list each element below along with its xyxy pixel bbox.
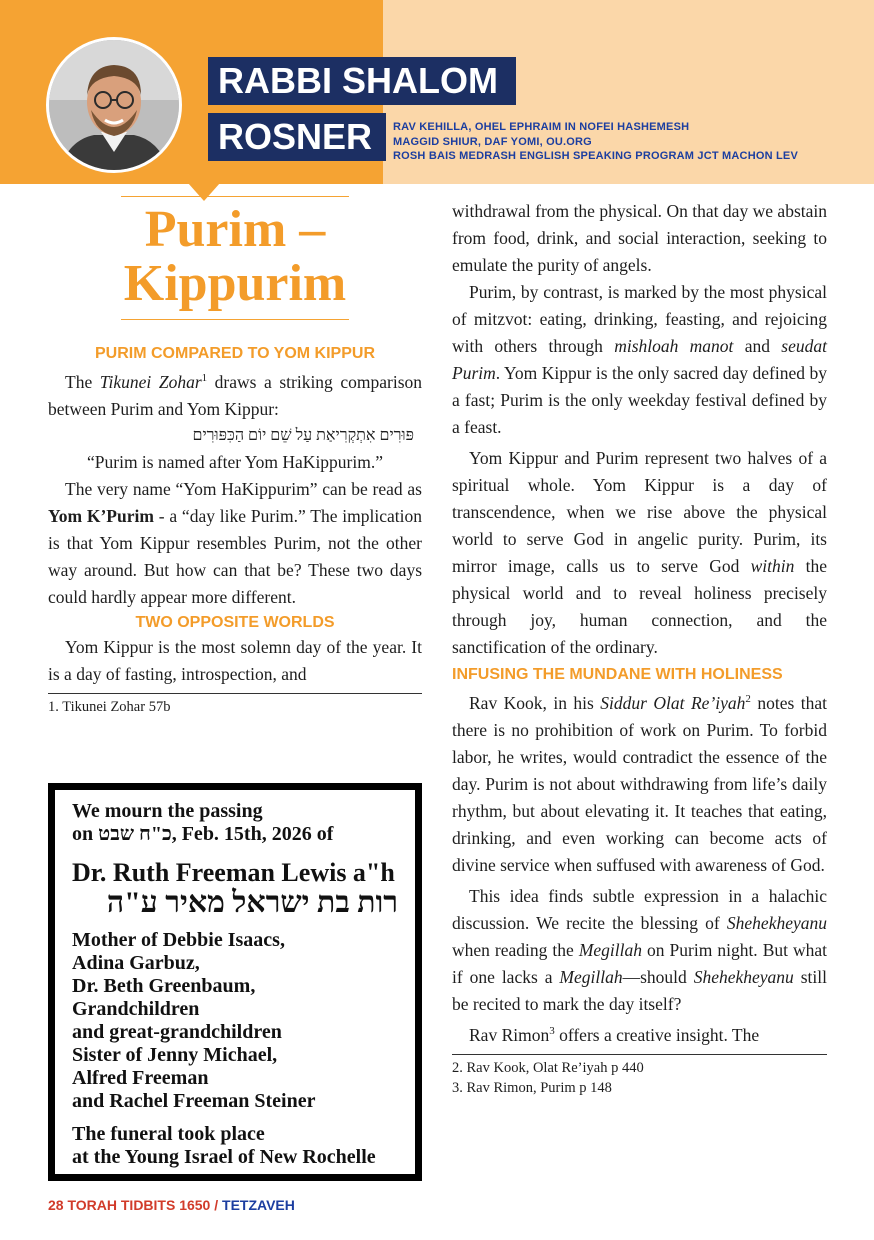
paragraph: Yom Kippur is the most solemn day of the year. It is a day of fasting, introspection, and bbox=[48, 636, 422, 684]
footer-parsha: TETZAVEH bbox=[222, 1197, 295, 1213]
memorial-family bbox=[55, 929, 415, 1113]
memorial-line: Dr. Beth Greenbaum, bbox=[72, 975, 256, 997]
memorial-line: Grandchildren bbox=[72, 998, 200, 1020]
section-heading: TWO OPPOSITE WORLDS bbox=[135, 613, 335, 631]
author-role: RAV KEHILLA, OHEL EPHRAIM IN NOFEI HASHEMESH bbox=[393, 121, 690, 133]
memorial-line: The funeral took place bbox=[72, 1123, 265, 1145]
section-heading: INFUSING THE MUNDANE WITH HOLINESS bbox=[452, 666, 783, 683]
author-roles bbox=[393, 120, 798, 164]
memorial-name-he: רות בת ישראל מאיר ע"ה bbox=[106, 886, 398, 919]
title-bottom-rule bbox=[121, 319, 349, 320]
footnote: 2. Rav Kook, Olat Re’iyah p 440 bbox=[452, 1059, 644, 1076]
author-name-line2: ROSNER bbox=[208, 113, 386, 161]
page-footer bbox=[48, 1197, 295, 1213]
memorial-line: Sister of Jenny Michael, bbox=[72, 1044, 278, 1066]
author-photo bbox=[46, 37, 182, 173]
author-portrait-icon bbox=[49, 40, 179, 170]
author-role: ROSH BAIS MEDRASH ENGLISH SPEAKING PROGRAM JCT MACHON LEV bbox=[393, 150, 798, 162]
memorial-line: We mourn the passing bbox=[72, 800, 263, 822]
memorial-line: and Rachel Freeman Steiner bbox=[72, 1090, 316, 1112]
memorial-line: and great-grandchildren bbox=[72, 1021, 282, 1043]
footnote-rule bbox=[452, 1054, 827, 1055]
title-top-rule bbox=[121, 196, 349, 197]
memorial-line: Mother of Debbie Isaacs, bbox=[72, 929, 285, 951]
paragraph: Rav Kook, in his Siddur Olat Re’iyah$^2$ notes that there is no prohibition of work on Purim. To forbid labor, he writes, would contradict the essence of the day. Purim is not about withdrawing from life’s daily rhythm, but about elevating it. It teaches that eating, drinking, and even working can become acts of divine service when suffused with awareness of God. bbox=[452, 692, 827, 875]
memorial-notice bbox=[48, 783, 422, 1181]
quote-translation: “Purim is named after Yom HaKippurim.” bbox=[87, 451, 383, 472]
paragraph: Purim, by contrast, is marked by the most physical of mitzvot: eating, drinking, feasting, and rejoicing with others through mishloah manot and seudat Purim. Yom Kippur is the only sacred day defined by a fast; Purim is the only weekday festival defined by a feast. bbox=[452, 282, 827, 437]
article-column-right bbox=[452, 198, 827, 1098]
author-name-line1: RABBI SHALOM bbox=[208, 57, 516, 105]
memorial-line: at the Young Israel of New Rochelle bbox=[72, 1146, 376, 1168]
footer-page-info: 28 TORAH TIDBITS 1650 / bbox=[48, 1197, 219, 1213]
memorial-line: Adina Garbuz, bbox=[72, 952, 200, 974]
paragraph: The very name “Yom HaKippurim” can be read as Yom K’Purim - a “day like Purim.” The implication is that Yom Kippur resembles Purim, not the other way around. But how can that be? These two days could hardly appear more different. bbox=[48, 478, 422, 607]
article-column-left bbox=[48, 196, 422, 717]
paragraph: Yom Kippur and Purim represent two halves of a spiritual whole. Yom Kippur is a day of transcendence, when we rise above the physical world to serve God in angelic purity. Purim, its mirror image, calls us to serve God within the physical world and to reveal holiness precisely through joy, human connection, and the sanctification of the ordinary. bbox=[452, 448, 827, 657]
author-role: MAGGID SHIUR, DAF YOMI, OU.ORG bbox=[393, 135, 592, 148]
footnote: 3. Rav Rimon, Purim p 148 bbox=[452, 1079, 612, 1096]
footnote: 1. Tikunei Zohar 57b bbox=[48, 698, 171, 715]
footnote-rule bbox=[48, 693, 422, 694]
paragraph: Rav Rimon$^3$ offers a creative insight. The bbox=[469, 1024, 760, 1045]
memorial-line: Alfred Freeman bbox=[72, 1067, 209, 1089]
memorial-funeral bbox=[55, 1123, 415, 1169]
memorial-line: on כ"ח שבט, Feb. 15th, 2026 of bbox=[72, 823, 334, 845]
memorial-name-en: Dr. Ruth Freeman Lewis a"h bbox=[72, 858, 395, 887]
paragraph: This idea finds subtle expression in a halachic discussion. We recite the blessing of Shehekheyanu when reading the Megillah on Purim night. But what if one lacks a Megillah—should Shehekheyanu still be recited to mark the day itself? bbox=[452, 885, 828, 1014]
section-heading: PURIM COMPARED TO YOM KIPPUR bbox=[94, 345, 376, 362]
hebrew-quote: פּוּרִים אִתְקְרִיאַת עַל שֵׁם יוֹם הַכִּפּוּרִים bbox=[192, 426, 414, 444]
paragraph: The Tikunei Zohar$^1$ draws a striking comparison between Purim and Yom Kippur: bbox=[48, 371, 422, 419]
paragraph: withdrawal from the physical. On that day we abstain from food, drink, and social interaction, seeking to emulate the purity of angels. bbox=[452, 201, 827, 275]
article-title: Purim – Kippurim bbox=[123, 201, 347, 312]
